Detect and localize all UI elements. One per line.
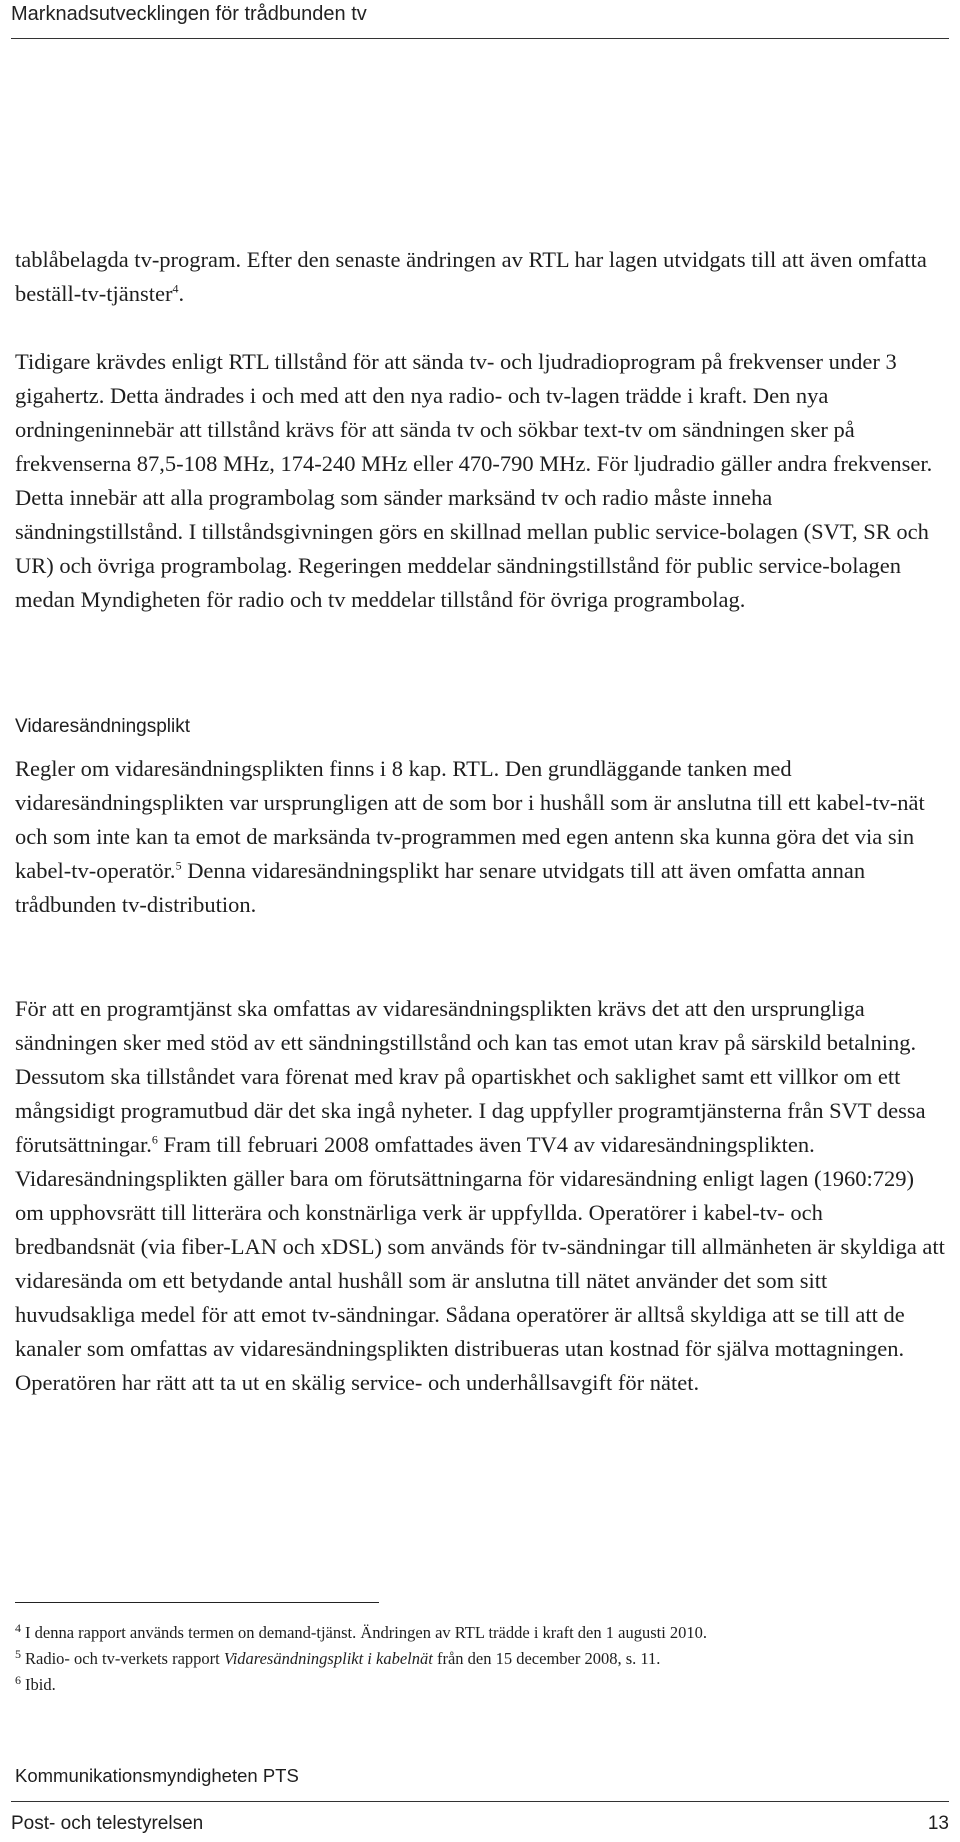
footnote-separator [15, 1602, 379, 1603]
page-number: 13 [927, 1813, 949, 1834]
footnote-text: I denna rapport används termen on demand-tjänst. Ändringen av RTL trädde i kraft den 1 augusti 2010. [25, 1623, 708, 1642]
body-paragraph-3 [15, 752, 945, 922]
footnote-text: Ibid. [25, 1675, 56, 1694]
footnote-ref-4[interactable]: 4 [172, 281, 179, 296]
paragraph-4-text: För att en programtjänst ska omfattas av vidaresändningsplikten krävs det att den ursprungliga sändningen sker med stöd av ett sändningstillstånd och kan tas emot utan krav på särskild betalning. Dessutom ska tillståndet vara förenat med krav på opartiskhet och saklighet samt ett villkor om ett mångsidigt programutbud där det ska ingå nyheter. I dag uppfyller programtjänsterna från SVT dessa förutsättningar. [15, 996, 926, 1157]
body-paragraph-1 [15, 243, 945, 311]
section-heading: Vidaresändningsplikt [15, 716, 190, 737]
paragraph-4-end: Fram till februari 2008 omfattades även TV4 av vidaresändningsplikten. Vidaresändningsplikten gäller bara om förutsättningarna för vidaresändning enligt lagen (1960:729) om upphovsrätt till litterära och konstnärliga verk är uppfyllda. Operatörer i kabel-tv- och bredbandsnät (via fiber-LAN och xDSL) som används för tv-sändningar till allmänheten är skyldiga att vidaresända om ett betydande antal hushåll som är anslutna till nätet använder det som sitt huvudsakliga medel för att emot tv-sändningar. Sådana operatörer är alltså skyldiga att se till att de kanaler som omfattas av vidaresändningsplikten distribueras utan kostnad för själva mottagningen. Operatören har rätt att ta ut en skälig service- och underhållsavgift för nätet. [15, 1132, 945, 1395]
footnote-ref-5[interactable]: 5 [175, 858, 182, 873]
footnote-5 [15, 1646, 945, 1672]
footnote-number: 5 [15, 1646, 21, 1661]
footnote-number: 6 [15, 1672, 21, 1687]
paragraph-2-text: Tidigare krävdes enligt RTL tillstånd för att sända tv- och ljudradioprogram på frekvenser under 3 gigahertz. Detta ändrades i och med att den nya radio- och tv-lagen trädde i kraft. Den nya ordningeninnebär att tillstånd krävs för att sända tv och sökbar text-tv om sändningen sker på frekvenserna 87,5-108 MHz, 174-240 MHz eller 470-790 MHz. För ljudradio gäller andra frekvenser. Detta innebär att alla programbolag som sänder marksänd tv och radio måste inneha sändningstillstånd. I tillståndsgivningen görs en skillnad mellan public service-bolagen (SVT, SR och UR) och övriga programbolag. Regeringen meddelar sändningstillstånd för public service-bolagen medan Myndigheten för radio och tv meddelar tillstånd för övriga programbolag. [15, 349, 933, 612]
paragraph-3-end: Denna vidaresändningsplikt har senare utvidgats till att även omfatta annan trådbunden tv-distribution. [15, 858, 866, 917]
running-header-title: Marknadsutvecklingen för trådbunden tv [11, 3, 367, 25]
footer-publisher: Post- och telestyrelsen [11, 1813, 204, 1834]
footnote-text: Radio- och tv-verkets rapport [25, 1649, 224, 1668]
paragraph-3-text: Regler om vidaresändningsplikten finns i 8 kap. RTL. Den grundläggande tanken med vidaresändningsplikten var ursprungligen att de som bor i hushåll som är anslutna till ett kabel-tv-nät och som inte kan ta emot de marksända tv-programmen med egen antenn ska kunna göra det via sin kabel-tv-operatör. [15, 756, 925, 883]
footnote-4 [15, 1620, 945, 1646]
body-paragraph-2 [15, 345, 945, 617]
footer-rule [11, 1801, 949, 1802]
body-paragraph-4 [15, 992, 945, 1400]
footnote-number: 4 [15, 1620, 21, 1635]
organization-name: Kommunikationsmyndigheten PTS [15, 1765, 299, 1786]
paragraph-1-text: tablåbelagda tv-program. Efter den senaste ändringen av RTL har lagen utvidgats till att även omfatta beställ-tv-tjänster [15, 247, 927, 306]
paragraph-1-end: . [178, 281, 185, 306]
footnotes [15, 1620, 945, 1698]
footnote-text-end: från den 15 december 2008, s. 11. [432, 1649, 661, 1668]
header-rule [11, 38, 949, 39]
footnote-ref-6[interactable]: 6 [151, 1132, 158, 1147]
footnote-6 [15, 1672, 945, 1698]
footnote-report-title: Vidaresändningsplikt i kabelnät [223, 1649, 433, 1668]
